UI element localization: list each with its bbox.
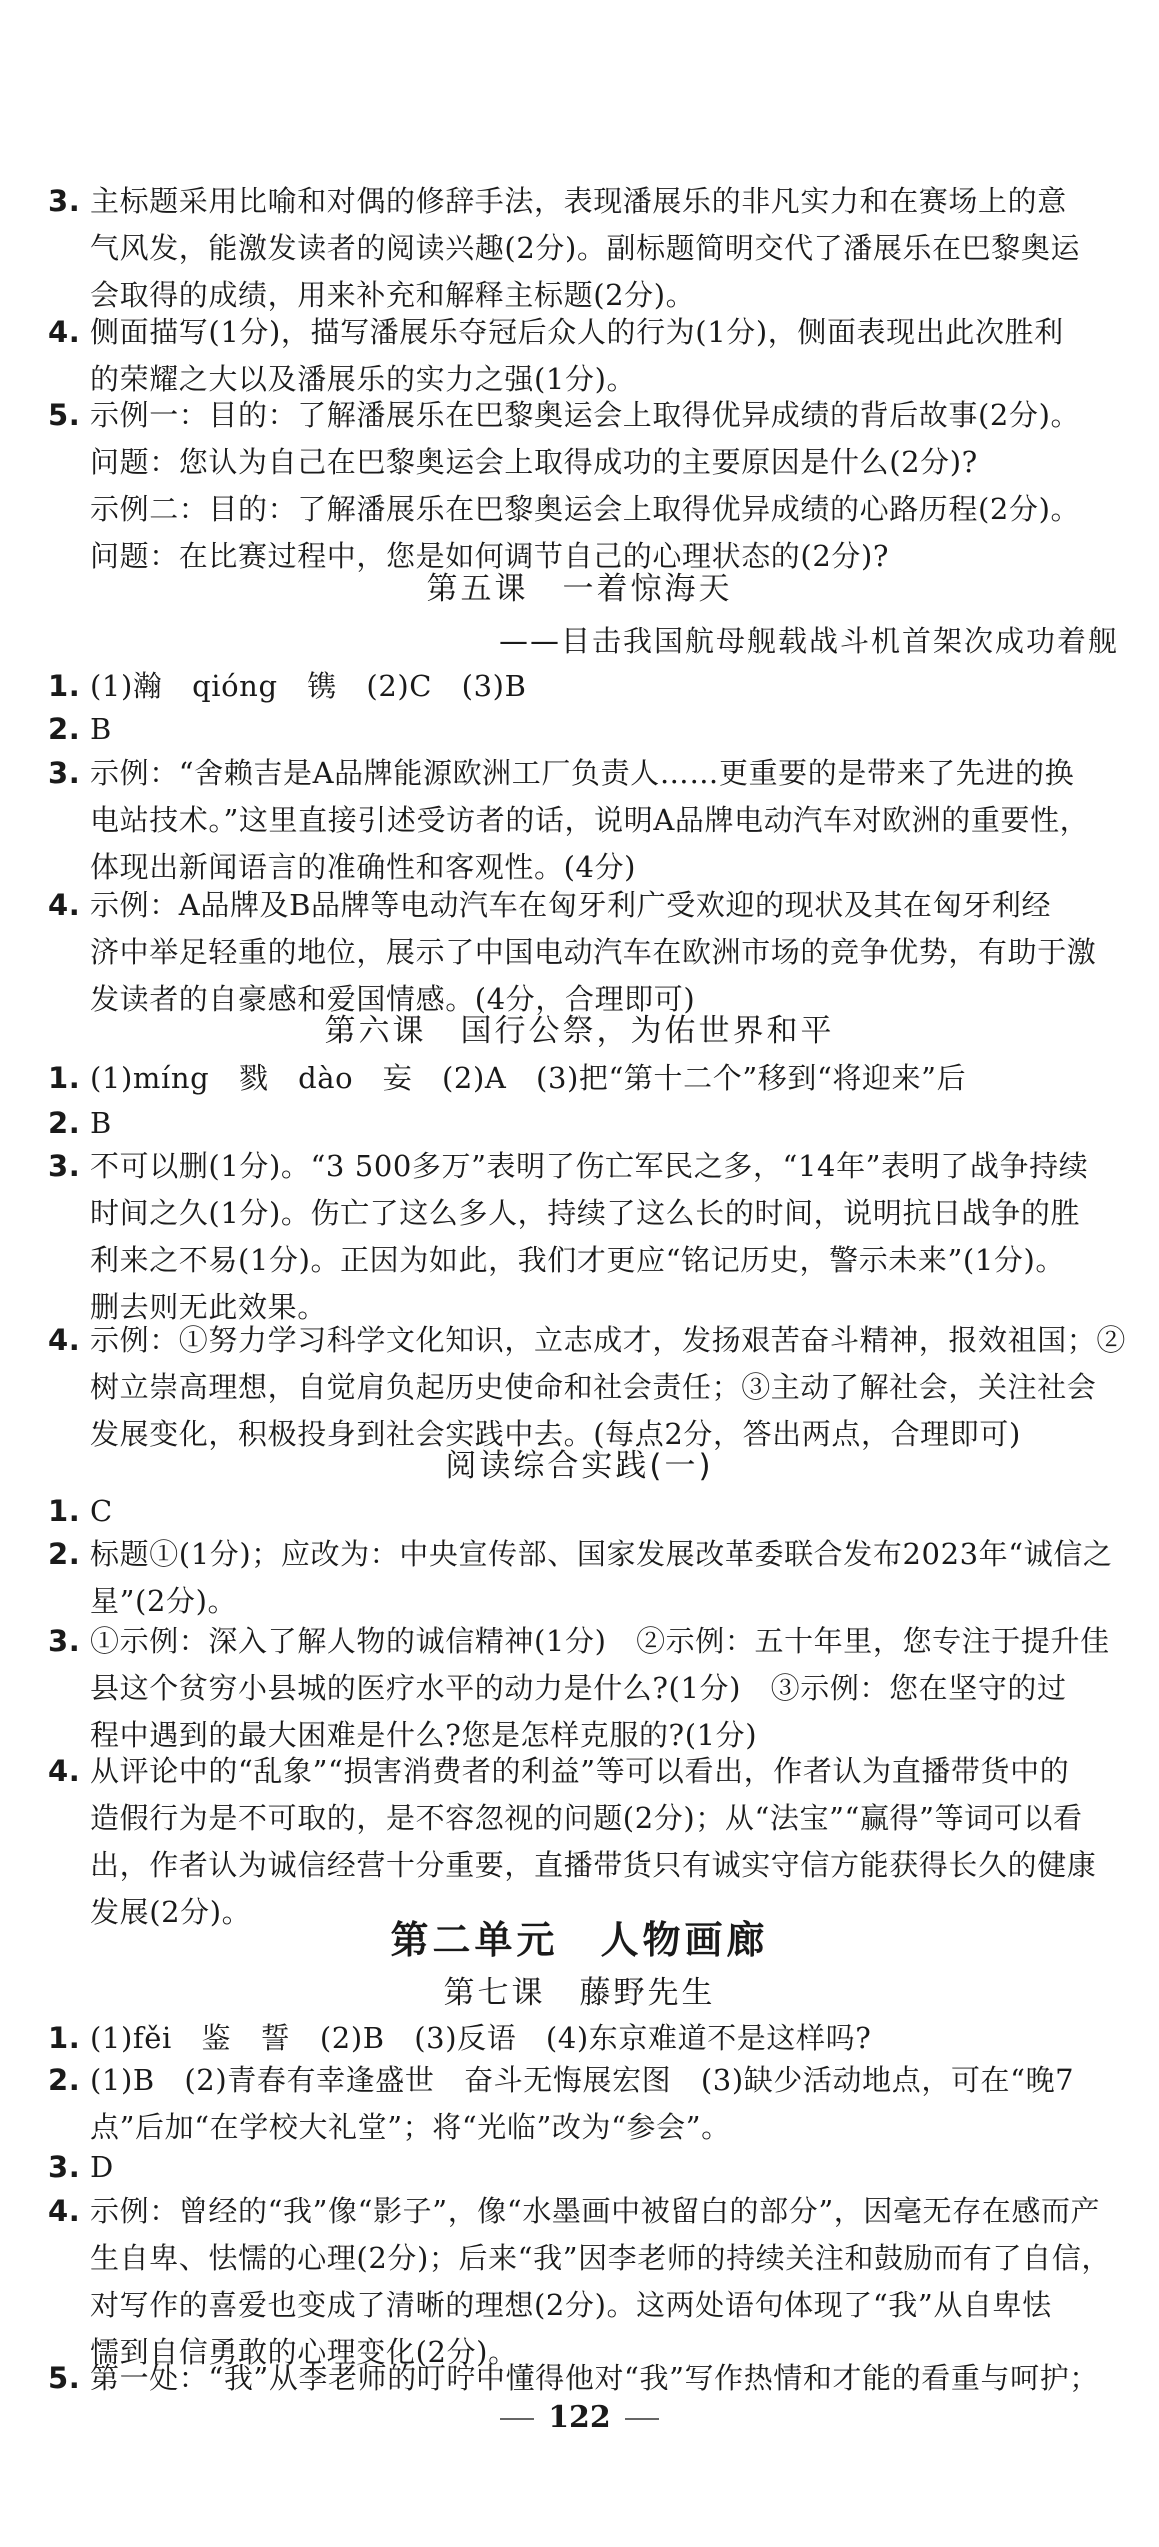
- answer-item: [48, 1748, 1120, 1936]
- answer-line: 问题：在比赛过程中，您是如何调节自己的心理状态的(2分)?: [90, 539, 890, 573]
- item-number: 3.: [48, 756, 81, 790]
- answer-line: 不可以删(1分)。“3 500多万”表明了伤亡军民之多，“14年”表明了战争持续: [90, 1149, 1089, 1183]
- item-number: 1.: [48, 1494, 81, 1528]
- answer-line: 第一处：“我”从李老师的叮咛中懂得他对“我”写作热情和才能的看重与呵护；: [90, 2361, 1099, 2395]
- answer-item: [48, 750, 1120, 891]
- item-number: 1.: [48, 669, 81, 703]
- answer-item: [48, 706, 1120, 753]
- lesson-heading: 第五课 一着惊海天: [426, 571, 733, 607]
- lesson-subtitle: ——目击我国航母舰载战斗机首架次成功着舰: [498, 624, 1119, 658]
- page-number-dash-right: [625, 2418, 659, 2420]
- answer-line: 示例：曾经的“我”像“影子”，像“水墨画中被留白的部分”，因毫无存在感而产: [90, 2194, 1101, 2228]
- answer-item: [48, 1618, 1120, 1759]
- answer-line: 发展(2分)。: [90, 1895, 252, 1929]
- answer-line: 主标题采用比喻和对偶的修辞手法，表现潘展乐的非凡实力和在赛场上的意: [90, 184, 1067, 218]
- answer-item: [48, 2144, 1120, 2191]
- answer-line: (1)fěi 鉴 誓 (2)B (3)反语 (4)东京难道不是这样吗?: [90, 2021, 872, 2055]
- section-heading: 阅读综合实践(一): [445, 1448, 714, 1484]
- answer-item: [48, 2057, 1120, 2151]
- item-number: 2.: [48, 1106, 81, 1140]
- answer-item: [48, 2015, 1120, 2062]
- answer-line: (1)B (2)青春有幸逢盛世 奋斗无悔展宏图 (3)缺少活动地点，可在“晚7: [90, 2063, 1075, 2097]
- answer-item: [48, 882, 1120, 1023]
- item-number: 1.: [48, 2021, 81, 2055]
- page-number-text: 122: [548, 2400, 611, 2435]
- item-number: 5.: [48, 2361, 81, 2395]
- item-number: 3.: [48, 1149, 81, 1183]
- answer-line: 时间之久(1分)。伤亡了这么多人，持续了这么长的时间，说明抗日战争的胜: [90, 1196, 1081, 1230]
- answer-line: 星”(2分)。: [90, 1584, 238, 1618]
- unit-heading: 第二单元 人物画廊: [390, 1918, 769, 1962]
- answer-line: 的荣耀之大以及潘展乐的实力之强(1分)。: [90, 362, 637, 396]
- item-number: 3.: [48, 184, 81, 218]
- answer-item: [48, 178, 1120, 319]
- item-number: 1.: [48, 1061, 81, 1095]
- answer-item: [48, 392, 1120, 580]
- answer-line: 发展变化，积极投身到社会实践中去。(每点2分，答出两点，合理即可): [90, 1417, 1021, 1451]
- answer-line: ①示例：深入了解人物的诚信精神(1分) ②示例：五十年里，您专注于提升佳: [90, 1624, 1110, 1658]
- item-number: 5.: [48, 398, 81, 432]
- answer-line: 示例：①努力学习科学文化知识，立志成才，发扬艰苦奋斗精神，报效祖国；②: [90, 1323, 1127, 1357]
- lesson-heading: 第七课 藤野先生: [443, 1975, 716, 2011]
- answer-line: 体现出新闻语言的准确性和客观性。(4分): [90, 850, 637, 884]
- answer-line: 气风发，能激发读者的阅读兴趣(2分)。副标题简明交代了潘展乐在巴黎奥运: [90, 231, 1081, 265]
- item-number: 2.: [48, 1537, 81, 1571]
- answer-line: 发读者的自豪感和爱国情感。(4分，合理即可): [90, 982, 696, 1016]
- item-number: 4.: [48, 888, 81, 922]
- answer-line: 县这个贫穷小县城的医疗水平的动力是什么?(1分) ③示例：您在坚守的过: [90, 1671, 1067, 1705]
- item-number: 4.: [48, 1323, 81, 1357]
- answer-item: [48, 1055, 1120, 1102]
- answer-item: [48, 309, 1120, 403]
- answer-item: [48, 1531, 1120, 1625]
- answer-line: 出，作者认为诚信经营十分重要，直播带货只有诚实守信方能获得长久的健康: [90, 1848, 1097, 1882]
- answer-line: 从评论中的“乱象”“损害消费者的利益”等可以看出，作者认为直播带货中的: [90, 1754, 1070, 1788]
- page-number: [0, 2395, 1159, 2441]
- lesson-heading: 第六课 国行公祭，为佑世界和平: [324, 1013, 835, 1049]
- answer-line: B: [90, 1106, 112, 1140]
- answer-line: 示例一：目的：了解潘展乐在巴黎奥运会上取得优异成绩的背后故事(2分)。: [90, 398, 1081, 432]
- answer-line: 程中遇到的最大困难是什么?您是怎样克服的?(1分): [90, 1718, 758, 1752]
- answer-line: 懦到自信勇敢的心理变化(2分)。: [90, 2335, 518, 2369]
- answer-line: 电站技术。”这里直接引述受访者的话，说明A品牌电动汽车对欧洲的重要性，: [90, 803, 1090, 837]
- answer-line: (1)míng 戮 dào 妄 (2)A (3)把“第十二个”移到“将迎来”后: [90, 1061, 967, 1095]
- answer-line: D: [90, 2150, 114, 2184]
- item-number: 4.: [48, 1754, 81, 1788]
- item-number: 3.: [48, 1624, 81, 1658]
- answer-line: 问题：您认为自己在巴黎奥运会上取得成功的主要原因是什么(2分)?: [90, 445, 978, 479]
- answer-line: 标题①(1分)；应改为：中央宣传部、国家发展改革委联合发布2023年“诚信之: [90, 1537, 1113, 1571]
- answer-line: (1)瀚 qióng 镌 (2)C (3)B: [90, 669, 527, 703]
- answer-line: C: [90, 1494, 113, 1528]
- answer-item: [48, 2188, 1120, 2376]
- answer-item: [48, 1143, 1120, 1331]
- item-number: 3.: [48, 2150, 81, 2184]
- answer-line: 造假行为是不可取的，是不容忽视的问题(2分)；从“法宝”“赢得”等词可以看: [90, 1801, 1083, 1835]
- answer-line: 示例：A品牌及B品牌等电动汽车在匈牙利广受欢迎的现状及其在匈牙利经: [90, 888, 1052, 922]
- answer-line: 侧面描写(1分)，描写潘展乐夺冠后众人的行为(1分)，侧面表现出此次胜利: [90, 315, 1064, 349]
- answer-line: 对写作的喜爱也变成了清晰的理想(2分)。这两处语句体现了“我”从自卑怯: [90, 2288, 1052, 2322]
- item-number: 4.: [48, 315, 81, 349]
- answer-line: 会取得的成绩，用来补充和解释主标题(2分)。: [90, 278, 696, 312]
- page-number-dash-left: [500, 2418, 534, 2420]
- answer-item: [48, 1317, 1127, 1458]
- answer-item: [48, 1100, 1120, 1147]
- answer-line: 删去则无此效果。: [90, 1290, 327, 1324]
- item-number: 2.: [48, 2063, 81, 2097]
- answer-line: 济中举足轻重的地位，展示了中国电动汽车在欧洲市场的竞争优势，有助于激: [90, 935, 1097, 969]
- item-number: 2.: [48, 712, 81, 746]
- answer-item: [48, 663, 1120, 710]
- answer-line: 利来之不易(1分)。正因为如此，我们才更应“铭记历史，警示未来”(1分)。: [90, 1243, 1066, 1277]
- item-number: 4.: [48, 2194, 81, 2228]
- answer-item: [48, 1488, 1120, 1535]
- answer-line: 点”后加“在学校大礼堂”；将“光临”改为“参会”。: [90, 2110, 731, 2144]
- answer-line: B: [90, 712, 112, 746]
- answer-line: 示例：“舍赖吉是A品牌能源欧洲工厂负责人……更重要的是带来了先进的换: [90, 756, 1075, 790]
- answer-line: 树立崇高理想，自觉肩负起历史使命和社会责任；③主动了解社会，关注社会: [90, 1370, 1097, 1404]
- answer-line: 示例二：目的：了解潘展乐在巴黎奥运会上取得优异成绩的心路历程(2分)。: [90, 492, 1081, 526]
- answer-line: 生自卑、怯懦的心理(2分)；后来“我”因李老师的持续关注和鼓励而有了自信，: [90, 2241, 1111, 2275]
